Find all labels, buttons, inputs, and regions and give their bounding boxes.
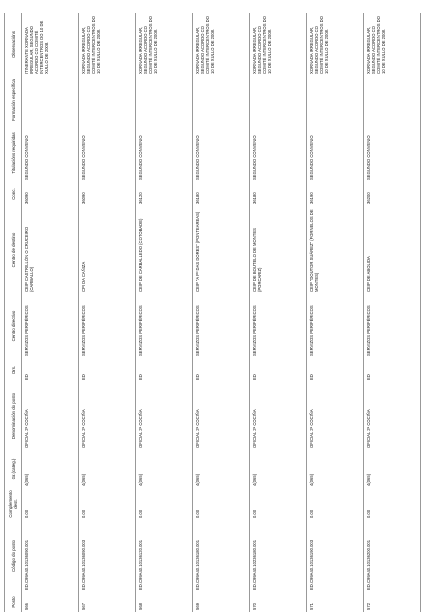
cell-observacions: XORNADA IRREGULAR, SEGUNDO ACORDO CO COMITÉ INTERCENTROS DO 10 DE XULLO DE 2008.: [193, 13, 250, 76]
cell-gr: 4(065): [250, 450, 307, 488]
cell-observacions: XORNADA IRREGULAR, SEGUNDO ACORDO CO COMITÉ INTERCENTROS DO 10 DE XULLO DE 2008.: [79, 13, 136, 76]
cell-codigo: ED.C99A40.10236180.001: [250, 520, 307, 592]
cell-centro-directivo: SERVIZOS PERIFÉRICOS: [193, 294, 250, 358]
cell-gr: 4(065): [136, 450, 193, 488]
header-ors: Ors.: [5, 358, 22, 382]
cell-ors: ED: [136, 358, 193, 382]
cell-conc: 36180: [250, 182, 307, 206]
cell-observacions: ITINERANTE XORNADA IRREGULAR, SEGUNDO ACORDO CO COMITÉ INTERCENTROS DO 10 DE XULLO DE 2008.: [22, 13, 79, 76]
cell-conc: 36200: [364, 182, 421, 206]
cell-posto: 566: [22, 592, 79, 612]
cell-gr: 4(065): [22, 450, 79, 488]
cell-complemento: 0.00: [193, 488, 250, 520]
header-conc: Conc.: [5, 182, 22, 206]
cell-centro-directivo: SERVIZOS PERIFÉRICOS: [364, 294, 421, 358]
cell-centro-directivo: SERVIZOS PERIFÉRICOS: [307, 294, 364, 358]
cell-centro-directivo: SERVIZOS PERIFÉRICOS: [22, 294, 79, 358]
header-observacions: Observacións: [5, 13, 22, 76]
table-row: [79, 13, 136, 612]
cell-denominacion: OFICIAL 2ª COCIÑA: [79, 382, 136, 450]
cell-titulacions: SEGUNDO CONVENIO: [136, 124, 193, 182]
table-row: [193, 13, 250, 612]
cell-denominacion: OFICIAL 2ª COCIÑA: [22, 382, 79, 450]
cell-titulacions: SEGUNDO CONVENIO: [79, 124, 136, 182]
table-header-row: [5, 13, 22, 612]
header-posto: Posto: [5, 592, 22, 612]
cell-gr: 4(065): [79, 450, 136, 488]
cell-observacions: XORNADA IRREGULAR, SEGUNDO ACORDO CO COMITÉ INTERCENTROS DO 10 DE XULLO DE 2008.: [307, 13, 364, 76]
header-gr: Gr.(categ.): [5, 450, 22, 488]
cell-centro-directivo: SERVIZOS PERIFÉRICOS: [250, 294, 307, 358]
cell-posto: 569: [193, 592, 250, 612]
cell-centro-destino: CEIP DE BOUTELO DE MONTES (PORCARIZ): [250, 206, 307, 294]
cell-gr: 4(065): [307, 450, 364, 488]
cell-conc: 36180: [193, 182, 250, 206]
cell-formacion: [307, 76, 364, 124]
cell-ors: ED: [307, 358, 364, 382]
cell-denominacion: OFICIAL 2ª COCIÑA: [136, 382, 193, 450]
table-row: [136, 13, 193, 612]
cell-formacion: [79, 76, 136, 124]
cell-titulacions: SEGUNDO CONVENIO: [22, 124, 79, 182]
table-body: [22, 13, 421, 612]
cell-observacions: XORNADA IRREGULAR, SEGUNDO ACORDO CO COMITÉ INTERCENTROS DO 10 DE XULLO DE 2008.: [250, 13, 307, 76]
cell-centro-destino: CEIP DE ABOLIDA: [364, 206, 421, 294]
cell-titulacions: SEGUNDO CONVENIO: [364, 124, 421, 182]
cell-centro-destino: CPI DA CAÑIZA: [79, 206, 136, 294]
cell-gr: 4(065): [193, 450, 250, 488]
cell-centro-destino: CEIP "DOUTOR SUÁREZ" (FORNELOS DE MONTES): [307, 206, 364, 294]
header-centro-destino: Centro de destino: [5, 206, 22, 294]
cell-observacions: XORNADA IRREGULAR, SEGUNDO ACORDO CO COMITÉ INTERCENTROS DO 10 DE XULLO DE 2008.: [364, 13, 421, 76]
cell-codigo: ED.C99A40.10136120.001: [136, 520, 193, 592]
cell-denominacion: OFICIAL 2ª COCIÑA: [364, 382, 421, 450]
cell-formacion: [250, 76, 307, 124]
table-row: [22, 13, 79, 612]
cell-conc: 36120: [136, 182, 193, 206]
header-formacion: Formación específica: [5, 76, 22, 124]
cell-ors: ED: [193, 358, 250, 382]
header-centro-directivo: Centro directivo: [5, 294, 22, 358]
cell-posto: 570: [250, 592, 307, 612]
header-complemento: Complemento dest.: [5, 488, 22, 520]
cell-codigo: ED.C99A40.10136200.001: [364, 520, 421, 592]
cell-titulacions: SEGUNDO CONVENIO: [193, 124, 250, 182]
table-row: [250, 13, 307, 612]
cell-centro-destino: CEIP CASTRILLÓN O CRUCEIRO (CARBALLO): [22, 206, 79, 294]
cell-denominacion: OFICIAL 2ª COCIÑA: [307, 382, 364, 450]
cell-centro-destino: CEIP "A Pº DAS DORES" (PONTEAREAS): [193, 206, 250, 294]
cell-formacion: [136, 76, 193, 124]
cell-formacion: [364, 76, 421, 124]
cell-gr: 4(065): [364, 450, 421, 488]
cell-complemento: 0.00: [364, 488, 421, 520]
header-denominacion: Denominación do posto: [5, 382, 22, 450]
cell-complemento: 0.00: [307, 488, 364, 520]
cell-observacions: XORNADA IRREGULAR, SEGUNDO ACORDO CO COMITÉ INTERCENTROS DO 10 DE XULLO DE 2008.: [136, 13, 193, 76]
cell-posto: 572: [364, 592, 421, 612]
cell-codigo: ED.C99A40.10136090.003: [79, 520, 136, 592]
header-codigo: Código do posto: [5, 520, 22, 592]
cell-posto: 568: [136, 592, 193, 612]
positions-table: [4, 13, 421, 612]
cell-titulacions: SEGUNDO CONVENIO: [307, 124, 364, 182]
cell-conc: 36090: [79, 182, 136, 206]
cell-denominacion: OFICIAL 2ª COCIÑA: [193, 382, 250, 450]
cell-ors: ED: [364, 358, 421, 382]
table-row: [307, 13, 364, 612]
cell-centro-directivo: SERVIZOS PERIFÉRICOS: [79, 294, 136, 358]
cell-complemento: 0.00: [250, 488, 307, 520]
cell-formacion: [193, 76, 250, 124]
cell-ors: ED: [250, 358, 307, 382]
table-row: [364, 13, 421, 612]
cell-complemento: 0.00: [136, 488, 193, 520]
header-titulacions: Titulacións requiridas: [5, 124, 22, 182]
cell-posto: 571: [307, 592, 364, 612]
cell-titulacions: SEGUNDO CONVENIO: [250, 124, 307, 182]
cell-centro-directivo: SERVIZOS PERIFÉRICOS: [136, 294, 193, 358]
cell-conc: 36190: [307, 182, 364, 206]
cell-complemento: 0.00: [79, 488, 136, 520]
cell-conc: 36090: [22, 182, 79, 206]
cell-centro-destino: CEIP DE CARBALLEDO (COTOBADE): [136, 206, 193, 294]
cell-denominacion: OFICIAL 2ª COCIÑA: [250, 382, 307, 450]
cell-codigo: ED.C99A40.10136180.001: [193, 520, 250, 592]
cell-ors: ED: [22, 358, 79, 382]
cell-codigo: ED.C99A40.10136090.001: [22, 520, 79, 592]
cell-codigo: ED.C99A40.10136190.003: [307, 520, 364, 592]
cell-posto: 567: [79, 592, 136, 612]
cell-formacion: [22, 76, 79, 124]
cell-ors: ED: [79, 358, 136, 382]
cell-complemento: 0.00: [22, 488, 79, 520]
